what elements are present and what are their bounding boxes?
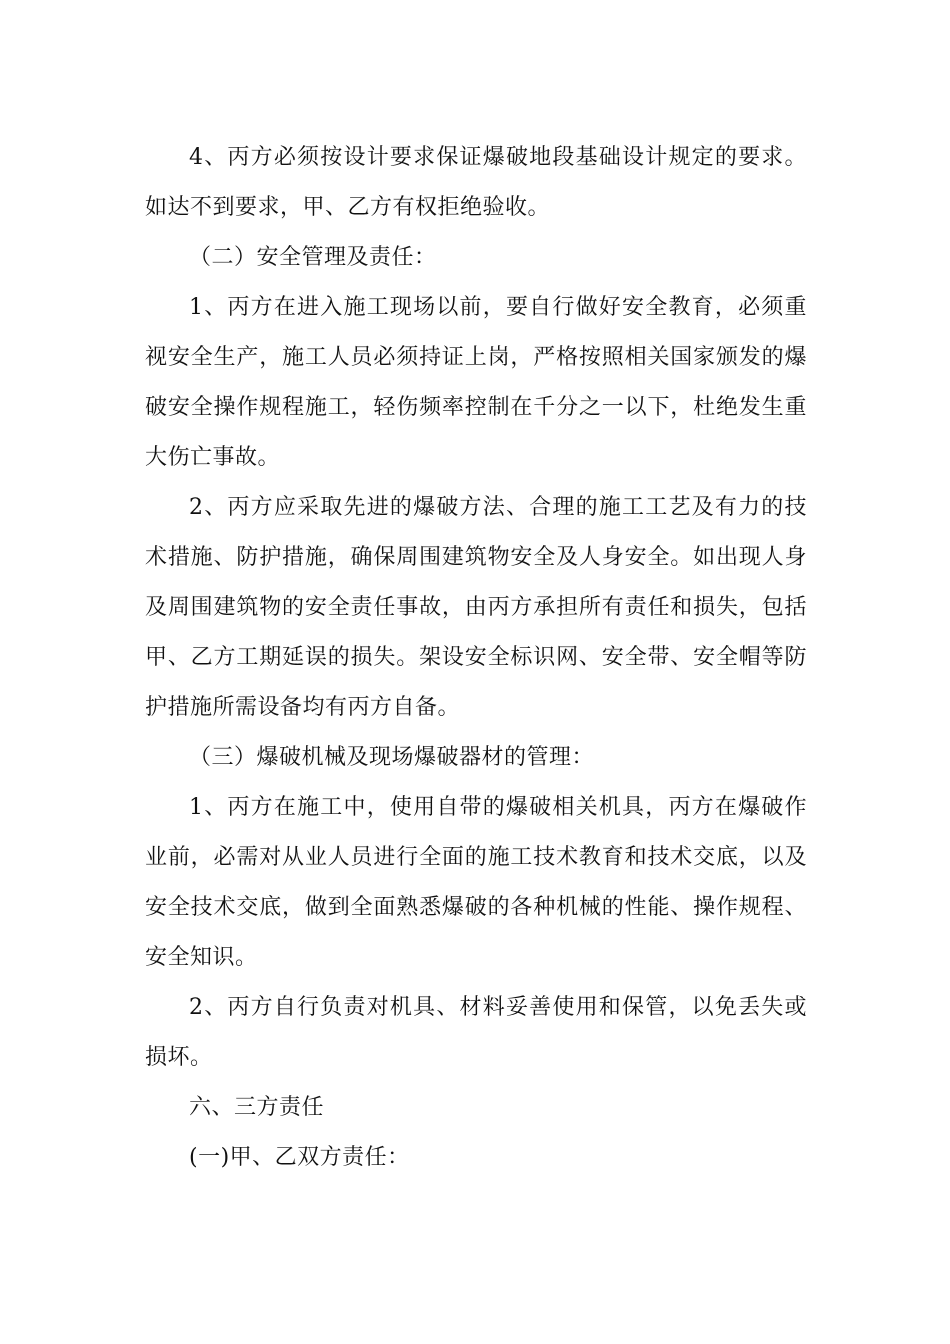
paragraph-safety-1: 1、丙方在进入施工现场以前，要自行做好安全教育，必须重视安全生产，施工人员必须持证上岗，严格按照相关国家颁发的爆破安全操作规程施工，轻伤频率控制在千分之一以下，杜绝发生重大伤亡事故。 [145, 295, 807, 470]
section-heading-equipment: （三）爆破机械及现场爆破器材的管理： [189, 745, 595, 770]
paragraph-safety-2: 2、丙方应采取先进的爆破方法、合理的施工工艺及有力的技术措施、防护措施，确保周围建筑物安全及人身安全。如出现人身及周围建筑物的安全责任事故，由丙方承担所有责任和损失，包括甲、乙方工期延误的损失。架设安全标识网、安全带、安全帽等防护措施所需设备均有丙方自备。 [145, 495, 807, 720]
paragraph-clause-4: 4、丙方必须按设计要求保证爆破地段基础设计规定的要求。如达不到要求，甲、乙方有权拒绝验收。 [145, 145, 807, 220]
document-body [145, 133, 807, 1183]
paragraph-equipment-1: 1、丙方在施工中，使用自带的爆破相关机具，丙方在爆破作业前，必需对从业人员进行全面的施工技术教育和技术交底，以及安全技术交底，做到全面熟悉爆破的各种机械的性能、操作规程、安全知识。 [145, 795, 807, 970]
section-heading-safety: （二）安全管理及责任： [189, 245, 437, 270]
chapter-heading-responsibilities: 六、三方责任 [189, 1095, 325, 1120]
subheading-party-a-b: (一)甲、乙双方责任： [189, 1145, 410, 1170]
paragraph-equipment-2: 2、丙方自行负责对机具、材料妥善使用和保管，以免丢失或损坏。 [145, 995, 807, 1070]
